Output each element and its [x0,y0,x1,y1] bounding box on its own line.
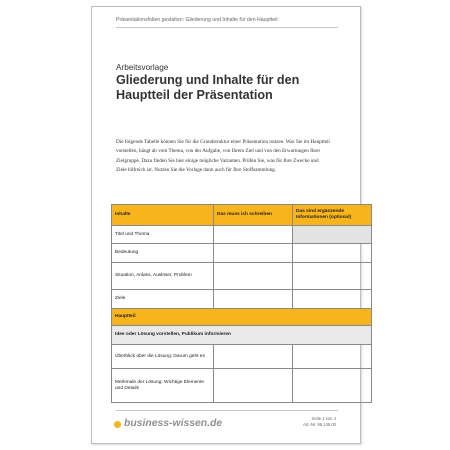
intro-paragraph: Die folgende Tabelle können Sie für die Grundstruktur einer Präsentation nutzen. Was Sie im Hauptteil vorstellen, hängt ab vom Thema, von der Aufgabe, von Ihrem Ziel und von den Erwartungen Ihrer Zielgruppe. Dazu finden Sie hier einige mögliche Varianten. Prüfen Sie, was für Ihre Zwecke und Ziele hilfreich ist. Nutzen Sie die Vorlage dann auch für Ihre Stoffsammlung. [116,139,330,173]
row-label: Ziele [112,290,214,309]
subsection-row [112,326,372,345]
running-header: Präsentationsfolien gestalten: Gliederung und Inhalte für den Hauptteil [116,17,278,23]
optional-cell[interactable] [293,369,372,403]
page-number: Seite 1 von 4 [311,416,336,421]
content-table [111,204,372,403]
table-row [112,345,372,369]
row-label: Bedeutung [112,244,214,263]
table-row [112,369,372,403]
entry-cell[interactable] [214,345,293,369]
entry-cell[interactable] [214,263,293,290]
entry-cell[interactable] [214,244,293,263]
article-number: Art.-Nr. 99.145.00 [302,421,336,427]
page-info [303,416,336,427]
header-divider [116,27,338,28]
document-page [91,6,361,444]
entry-cell[interactable] [214,290,293,309]
table-row [112,244,372,263]
table-row [112,290,372,309]
row-label: Überblick über die Lösung: Darum geht es [112,345,214,369]
section-heading: Hauptteil [112,309,372,326]
optional-cell[interactable] [293,345,372,369]
entry-cell[interactable] [214,369,293,403]
optional-cell[interactable] [293,244,372,263]
optional-cell-disabled [293,226,372,244]
table-row [112,263,372,290]
section-row [112,309,372,326]
document-title: Gliederung und Inhalte für den Hauptteil der Präsentation [116,73,300,102]
row-label: Titel und Thema [112,226,214,244]
table-row [112,226,372,244]
table-header-cell: Inhalte [112,205,214,226]
table-header-cell: Das muss ich schreiben [214,205,293,226]
optional-cell[interactable] [293,263,372,290]
subsection-heading: Idee oder Lösung vorstellen, Publikum informieren [112,326,372,345]
document-type-label: Arbeitsvorlage [116,63,169,72]
row-label: Merkmale der Lösung: Wichtige Elemente und Details [112,369,214,403]
table-header-cell: Das sind ergänzende Informationen (optional) [293,205,372,226]
table-header-row [112,205,372,226]
entry-cell[interactable] [214,226,293,244]
brand-logo-text: business-wissen.de [124,418,223,429]
optional-cell[interactable] [293,290,372,309]
brand-dot-icon [114,421,121,428]
row-label: Situation, Anlass, Auslöser, Problem [112,263,214,290]
footer-divider [116,410,338,411]
